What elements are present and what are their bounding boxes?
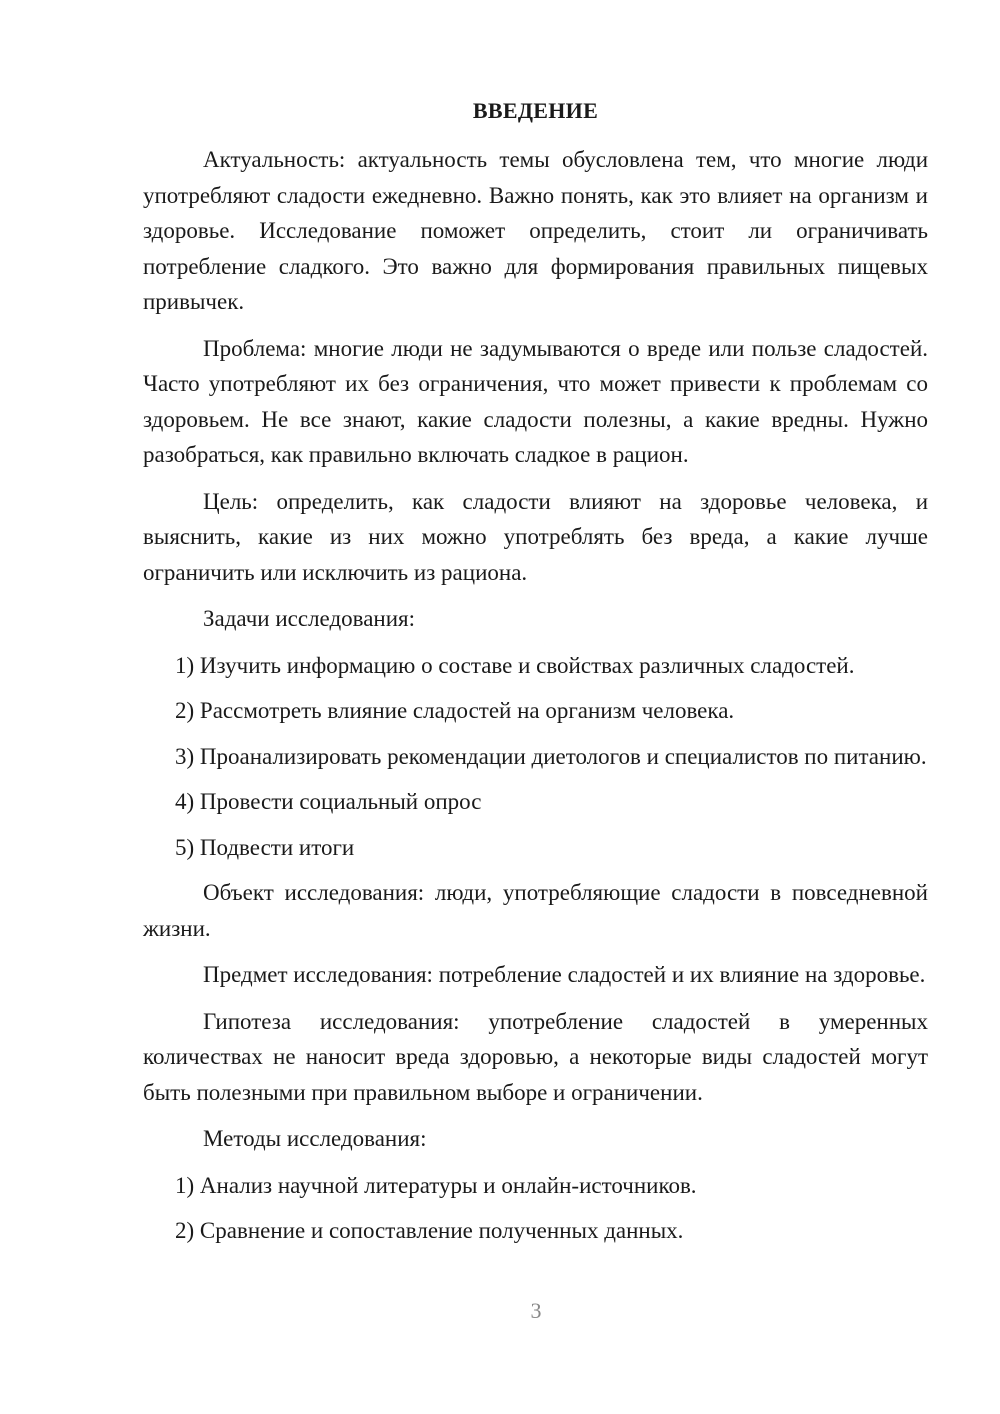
task-item: 5) Подвести итоги <box>175 834 355 860</box>
methods-heading: Методы исследования: <box>203 1126 427 1151</box>
relevance-paragraph: Актуальность: актуальность темы обусловлена тем, что многие люди употребляют сладости ежедневно. Важно понять, как это влияет на организм и здоровье. Исследование поможет определить, стоит ли ограничивать потребление сладкого. Это важно для формирования правильных пищевых привычек. <box>143 147 928 314</box>
task-item: 1) Изучить информацию о составе и свойствах различных сладостей. <box>175 652 855 678</box>
object-paragraph: Объект исследования: люди, употребляющие сладости в повседневной жизни. <box>143 880 928 941</box>
tasks-heading: Задачи исследования: <box>203 606 416 631</box>
page-title: ВВЕДЕНИЕ <box>472 98 599 123</box>
subject-paragraph: Предмет исследования: потребление сладостей и их влияние на здоровье. <box>203 962 926 987</box>
method-item: 1) Анализ научной литературы и онлайн-источников. <box>175 1172 697 1198</box>
hypothesis-paragraph: Гипотеза исследования: употребление сладостей в умеренных количествах не наносит вреда здоровью, а некоторые виды сладостей могут быть полезными при правильном выборе и ограничении. <box>143 1008 928 1105</box>
page-content <box>143 96 928 1259</box>
task-item: 3) Проанализировать рекомендации диетологов и специалистов по питанию. <box>175 743 927 769</box>
method-item: 2) Сравнение и сопоставление полученных данных. <box>175 1218 684 1243</box>
page-number: 3 <box>530 1298 542 1323</box>
goal-paragraph: Цель: определить, как сладости влияют на здоровье человека, и выяснить, какие из них можно употреблять без вреда, а какие лучше ограничить или исключить из рациона. <box>143 488 928 585</box>
problem-paragraph: Проблема: многие люди не задумываются о вреде или пользе сладостей. Часто употребляют их без ограничения, что может привести к проблемам со здоровьем. Не все знают, какие сладости полезны, а какие вредны. Нужно разобраться, как правильно включать сладкое в рацион. <box>143 335 928 467</box>
task-item: 4) Провести социальный опрос <box>175 789 482 814</box>
task-item: 2) Рассмотреть влияние сладостей на организм человека. <box>175 698 735 723</box>
